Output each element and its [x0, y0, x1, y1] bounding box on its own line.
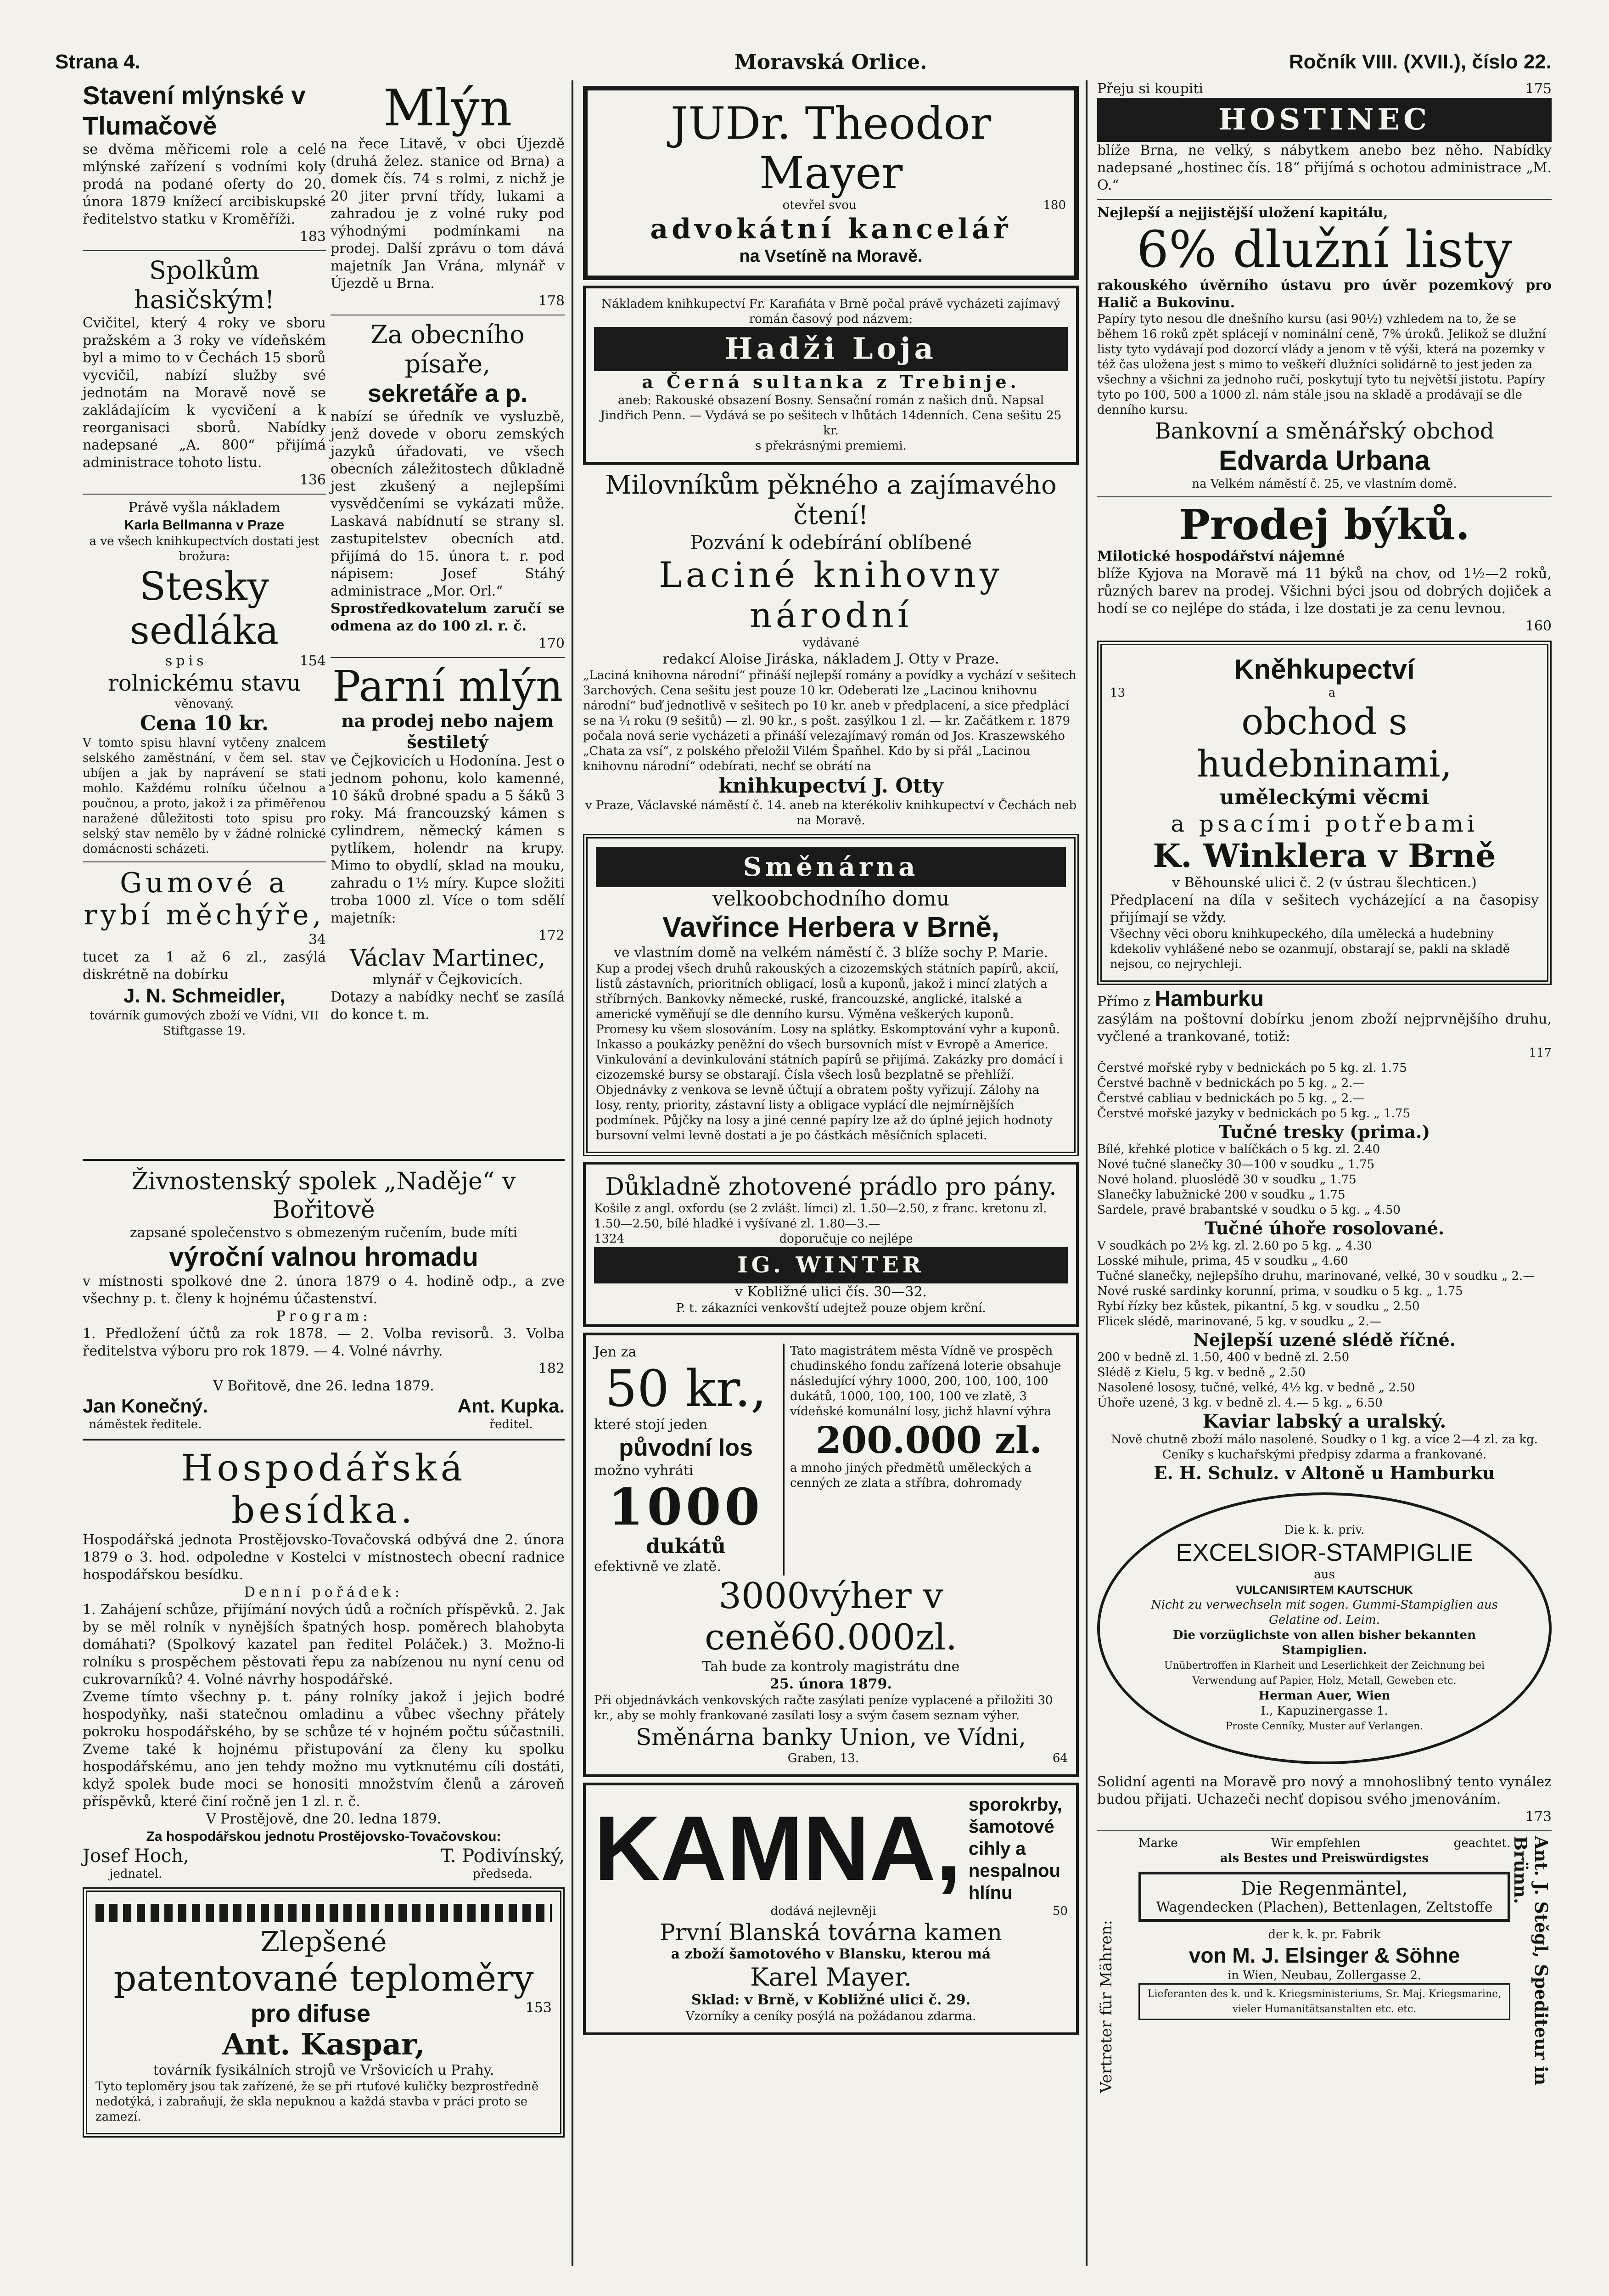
ad-note: Při objednávkách venkovských račte zasýlati peníze vyplacené a přiložiti 30 kr., aby se mohly frankované zasílati losy a svým časem seznam výher. — [594, 1694, 1053, 1722]
ad-tail: P. t. zákazníci venkovští udejtež pouze objem krční. — [676, 1301, 986, 1315]
ad-pre: Přímo z — [1097, 994, 1150, 1010]
ad-tail: Dotazy a nabídky nechť se zasílá do konce t. m. — [331, 989, 565, 1023]
ad-t6: Všechny věci oboru knihkupeckého, díla umělecká a hudebniny kdekoliv vyhlášené nebo se ozanmují, obstarají se, pakli na skladě nejsou, co nejrychleji. — [1110, 927, 1510, 971]
ad-text: se dvěma měřicemi role a celé mlýnské zařízení s vodními koly prodá na podané oferty do 20. února 1879 knížecí arcibiskupské ředitelstvo statku v Kroměříži. — [83, 141, 326, 227]
ad-t1: Nicht zu verwechseln mit sogen. Gummi-Stampiglien aus Gelatine od. Leim. — [1151, 1598, 1498, 1627]
column-right — [1097, 80, 1552, 2093]
notice-place: V Bořitově, dne 26. ledna 1879. — [213, 1378, 434, 1394]
ad-t1: als Bestes und Preiswürdigstes — [1220, 1851, 1429, 1865]
ad-t1: Kněhkupectví — [1234, 654, 1415, 685]
ad-tail: Sprostředkovatelum zaručí se odmena az do 100 zl. r. č. — [331, 601, 565, 634]
ad-title: Důkladně zhotovené prádlo pro pány. — [605, 1173, 1057, 1201]
ad-tail: Vzorníky a ceníky posýlá na požádanou zdarma. — [685, 2009, 976, 2023]
ad-box-2: Wagendecken (Plachen), Bettenlagen, Zeltstoffe — [1156, 1899, 1493, 1915]
ad-number: 172 — [538, 928, 565, 944]
ad-sub: Pozvání k odebírání oblíbené — [690, 531, 972, 554]
ad-number: 154 — [299, 653, 326, 669]
ad-vendor: Karel Mayer. — [750, 1963, 912, 1992]
price-list-item: Slanečky labužnické 200 v soudku „ 1.75 — [1097, 1188, 1346, 1202]
signature-2-role: předseda. — [472, 1867, 533, 1881]
notice-text-2: Zveme tímto všechny p. t. pány rolníky jakož i jejich bodré hospodyňky, naši statečnou omladinu a vůbec všechny přátely pokroku hospodářského, by se schůze té v hojném počtu súčastnili. Zveme také k hojnému přistupování za členy ku spolku hospodářskému, ano jen tehdy možno mu vytknutému cíli dostáti, když spolek bude moci se honositi množstvím členů a zároveň příspěvků, které činí ročně jen 1 zl. r. č. — [83, 1689, 565, 1810]
column-2 — [331, 80, 565, 1024]
ad-text: nabízí se úředník ve vysluzbě, jenž dovede v oboru zemských jazyků úřadovati, ve všech obecních záležitostech důkladně jest zkušený a nejlepšími vysvědčeními se vykázati může. Laskavá nabídnutí se strany sl. zastupitelstev obecních atd. přijímá do 15. února t. r. pod nápisem: Josef Stáhý administrace „Mor. Orl.“ — [331, 409, 565, 599]
price-list-item: Nasolené lososy, tučné, velké, 4½ kg. v bedně „ 2.50 — [1097, 1381, 1415, 1395]
ad-title: Spolkům hasičským! — [134, 256, 275, 314]
ad-title: Stesky sedláka — [129, 564, 279, 653]
notice-title: Hospodářská besídka. — [181, 1446, 466, 1531]
ad-t2: dodává nejlevněji — [770, 1904, 876, 1918]
ad-t2: der k. k. pr. Fabrik — [1268, 1928, 1381, 1941]
ad-title: Parní mlýn — [332, 662, 563, 711]
ad-sub: Milotické hospodářství nájemné — [1097, 548, 1345, 564]
ad-t3: možno vyhráti — [594, 1463, 694, 1479]
ad-text: tucet za 1 až 6 zl., zasýlá diskrétně na dobírku — [83, 949, 326, 983]
notice-text: v místnosti spolkové dne 2. února 1879 o 4. hodině odp., a zve všechny p. t. členy k hojnému účastenství. — [83, 1273, 565, 1307]
ad-side-right: Ant. J. Stěgl, Spediteur in Brünn. — [1510, 1836, 1552, 2086]
ad-t5: efektivně ve zlatě. — [594, 1559, 721, 1575]
ad-store: Sklad: v Brně, v Kobližné ulici č. 29. — [691, 1992, 971, 2008]
ad-big: KAMNA, — [594, 1797, 961, 1900]
ad-text: Košile z angl. oxfordu (se 2 zvlášt. límci) zl. 1.50—2.50, z franc. kretonu zl. 1.50—2.50, bílé hladké i vyšívané zl. 1.80—3.— — [594, 1202, 1047, 1231]
ad-text: Tyto teploměry jsou tak zařízené, že se při rtuťové kuličky bezprostředně nedotýká, i zabraňují, že skla nepuknou a každá stavba v práci proto se zamezí. — [95, 2080, 539, 2124]
ad-t2: obchod s hudebninami, — [1196, 700, 1452, 785]
ad-shop: knihkupectví J. Otty — [718, 774, 943, 798]
ad-number: 180 — [1043, 198, 1066, 212]
ad-tail: Proste Cenníky, Muster auf Verlangen. — [1225, 1721, 1424, 1732]
ad-text: Papíry tyto nesou dle dnešního kursu (asi 90½) vzhledem na to, že se během 16 roků zpět splácejí v nominální ceně, 7% úroků. Jelikož se dlužní listy tyto vydávají pod dozorcí vlády a jenom v tě výši, která na pozemky v též čas uložena jest s mimo to veškeří dlužníci solidárně to jest jeden za všechny a všichni za jednoho ručí, poskytují tyto tu největší jistotu. Papíry tyto po 100, 500 a 1000 zl. nám stále jsou na skladě a prodávají se dle denního kursu. — [1097, 312, 1546, 417]
price-list-item: 200 v bedně zl. 1.50, 400 v bedně zl. 2.50 — [1097, 1351, 1350, 1364]
notice-number: 182 — [538, 1361, 565, 1377]
ad-address: na Velkém náměstí č. 25, ve vlastním domě. — [1192, 477, 1457, 491]
price-list-item: Bílé, křehké plotice v balíčkách o 5 kg. zl. 2.40 — [1097, 1142, 1380, 1156]
ad-t2: Nově chutně zboží málo nasolené. Soudky o 1 kg. a více 2—4 zl. za kg. — [1110, 1433, 1538, 1446]
ad-pre: Die k. k. priv. — [1284, 1523, 1365, 1537]
ad-box-1: Die Regenmäntel, — [1241, 1878, 1408, 1899]
ad-sub: a Černá sultanka z Trebinje. — [642, 371, 1020, 392]
ad-t3: Ceníky s kuchařskými předpisy zdarma a frankované. — [1162, 1448, 1487, 1462]
ad-text: zasýlám na poštovní dobírku jenom zboží nejprvnějšího druhu, vyčlené a trankované, totiž: — [1097, 1011, 1552, 1045]
ad-title: Gumové a rybí měchýře, — [84, 867, 325, 931]
price-list-4 — [1097, 1350, 1552, 1411]
ad-lawyer — [583, 86, 1079, 280]
price-head-2: Tučné tresky (prima.) — [1218, 1121, 1430, 1142]
ad-text: na řece Litavě, v obci Újezdě (druhá želez. stanice od Brna) a domek čís. 74 s rolmi, z nichž je 20 jiter první třídy, lukami a zahradou je z volné ruky pod výhodnými podmínkami na prodej. Další zprávu o tom dává majetník Jan Vrána, mlynář v Újezdě u Brna. — [331, 136, 565, 292]
ad-vendor-2: továrník fysikálních strojů ve Vršovicích u Prahy. — [153, 2062, 494, 2078]
price-list-item: Rybí řízky bez kůstek, pikantní, 5 kg. v soudku „ 2.50 — [1097, 1300, 1420, 1313]
ad-address: Graben, 13. — [787, 1751, 859, 1765]
ad-thermometers — [83, 1887, 565, 2138]
ad-number: 183 — [299, 229, 326, 245]
ad-win: 1000 — [608, 1477, 764, 1536]
ad-t4: dukátů — [645, 1535, 726, 1558]
ad-t1: které stojí jeden — [594, 1417, 707, 1433]
price-list-item: Nové ruské sardinky korunní, prima, v soudku o 5 kg. „ 1.75 — [1097, 1284, 1463, 1298]
ad-t4: a psacími potřebami — [1171, 810, 1478, 837]
ad-aus: aus — [1314, 1568, 1335, 1581]
ad-vendor: J. N. Schmeidler, — [123, 985, 286, 1007]
ad-recommend: doporučuje co nejlépe — [779, 1232, 913, 1246]
ad-sub: velkoobchodního domu — [712, 887, 950, 911]
notice-place: V Prostějově, dne 20. ledna 1879. — [206, 1811, 442, 1827]
ad-address: ve vlastním domě na velkém náměstí č. 3 blíže sochy P. Marie. — [613, 945, 1048, 961]
notice-program-head: Program: — [276, 1308, 371, 1324]
ad-city: Hamburku — [1155, 987, 1264, 1011]
ad-draw: Tah bude za kontroly magistrátu dne — [702, 1659, 960, 1675]
column-1 — [83, 80, 326, 1039]
column-rule — [572, 80, 573, 2266]
ad-title-2: rolnickému stavu — [107, 670, 301, 696]
signature-1: Jan Konečný. — [83, 1395, 208, 1417]
ad-text: Cvičitel, který 4 roky ve sboru pražském a 3 roky ve vídeňském byl a mimo to v Čechách 15 sborů vycvičil, nabízí služby své jednotám na Moravě nově se zakládajícím k vycvičení a k reorganisaci sborů. Nabídky nadepsané „A. 800“ přijímá administrace tohoto listu. — [83, 315, 326, 471]
ad-library — [583, 470, 1079, 828]
price-list-item: Čerstvé cabliau v bednickách po 5 kg. „ 2.— — [1097, 1092, 1365, 1105]
ad-title: Stavení mlýnské v Tlumačově — [83, 81, 306, 140]
masthead-title: Moravská Orlice. — [734, 51, 927, 74]
signature-1-role: jednatel. — [109, 1867, 163, 1881]
ad-bookshop — [1097, 641, 1552, 985]
price-list-item: V soudkách po 2½ kg. zl. 2.60 po 5 kg. „ 4.30 — [1097, 1239, 1372, 1253]
price-list-item: Tučné slanečky, nejlepšího druhu, marinované, velké, 30 v soudku „ 2.— — [1097, 1269, 1535, 1283]
ad-novel — [583, 286, 1079, 465]
ad-t3: První Blanská továrna kamen — [660, 1919, 1002, 1946]
ad-place: na Vsetíně na Moravě. — [739, 247, 923, 266]
column-middle — [583, 80, 1079, 2041]
ad-mill-litava — [331, 80, 565, 310]
ad-title-2: advokátní kancelář — [650, 213, 1012, 245]
ad-rubber — [83, 867, 326, 1039]
ad-t2: Die vorzüglichste von allen bisher bekannten Stampiglien. — [1173, 1628, 1476, 1657]
ad-firm: Bankovní a směnářský obchod — [1155, 418, 1494, 444]
ad-right-2: a mnoho jiných předmětů uměleckých a cenných ze zlata a stříbra, dohromady — [790, 1461, 1032, 1490]
ad-number: 1324 — [594, 1232, 625, 1246]
ad-number: 175 — [1525, 81, 1552, 97]
notice-program: 1. Předložení účtů za rok 1878. — 2. Volba revisorů. 3. Volba ředitelstva výboru pro rok 1879. — 4. Volné návrhy. — [83, 1326, 565, 1359]
ad-publisher: Karla Bellmanna v Praze — [124, 518, 285, 533]
ad-sub: VULCANISIRTEM KAUTSCHUK — [1236, 1583, 1413, 1597]
column-rule — [1086, 80, 1088, 2266]
price-list-item: Nové holand. pluoslédě 30 v soudku „ 1.75 — [1097, 1173, 1357, 1187]
ad-lottery — [583, 1333, 1079, 1777]
ad-number: 50 — [1052, 1904, 1068, 1918]
ad-title: JUDr. Theodor Mayer — [670, 98, 992, 199]
price-list-1 — [1097, 1061, 1552, 1121]
ad-text: ve Čejkovicích u Hodonína. Jest o jednom pohonu, kolo kamenné, 10 šáků drobné spadu a 5 šáků 3 roky. Má francouzský kámen s cylindrem, německý kámen s pytlíkem, holendr na krupy. Mimo to obydlí, sklad na mouku, zahradu o 1½ míry. Kupce složiti troba 1000 zl. Více o tom sdělí majetník: — [331, 753, 565, 926]
signature-2-role: ředitel. — [489, 1418, 533, 1431]
ad-vendor: von M. J. Elsinger & Söhne — [1189, 1943, 1460, 1967]
price-list-item: Čerstvé mořské ryby v bednickách po 5 kg. zl. 1.75 — [1097, 1061, 1407, 1075]
ad-main: 200.000 zl. — [815, 1418, 1043, 1462]
ad-linen — [583, 1162, 1079, 1327]
ad-date: 25. února 1879. — [770, 1676, 892, 1692]
price-list-3 — [1097, 1238, 1552, 1329]
ad-editor: redakcí Aloise Jiráska, nákladem J. Otty v Praze. — [662, 651, 999, 667]
ad-exchange-herber — [583, 834, 1079, 1156]
ad-firemen — [83, 256, 326, 489]
signature-2: T. Podivínský, — [441, 1846, 565, 1867]
ad-edited: vydávané — [802, 636, 859, 650]
ad-address: v Praze, Václavské náměstí č. 14. aneb na kterékoliv knihkupectví v Čechách neb na Moravě. — [585, 799, 1077, 827]
ad-number: 117 — [1529, 1046, 1552, 1060]
ad-title: Směnárna — [596, 847, 1066, 887]
price-head-5: Kaviar labský a uralský. — [1202, 1411, 1446, 1432]
notice-nadeje — [83, 1167, 565, 1432]
ad-wir: Wir empfehlen — [1271, 1836, 1361, 1850]
page-header — [55, 46, 1552, 78]
ad-title: Za obecního písaře, — [370, 320, 525, 378]
ad-number: 170 — [538, 636, 565, 652]
price-list-item: Čerstvé mořské jazyky v bednickách po 5 kg. „ 1.75 — [1097, 1107, 1410, 1120]
ad-hamburg — [1097, 987, 1552, 1483]
ad-number: 34 — [308, 932, 326, 948]
ad-t4: a zboží šamotového v Blansku, kterou má — [671, 1946, 991, 1962]
notice-program: 1. Zahájení schůze, přijímání nových údů a ročních příspěvků. 2. Jak by se měl rolník v nynějších špatných hosp. poměrech blahobyta domáhati? (Spolkový kazatel pan ředitel Poláček.) 3. Možno-li rolníku s prospěchem pěstovati řepu za nabízenou nu nyní cenu od cukrovarníků? 4. Volné návrhy hospodářské. — [83, 1602, 565, 1688]
ad-address: v Běhounské ulici č. 2 (v ústrau šlechticen.) — [1172, 875, 1477, 891]
ad-open: otevřel svou — [782, 198, 857, 212]
ad-number: 136 — [299, 472, 326, 488]
ad-price: Cena 10 kr. — [140, 712, 269, 735]
notice-head: výroční valnou hromadu — [169, 1242, 478, 1272]
ad-t5: Předplacení na díla v sešitech vycházející a na časopisy přijímají se vždy. — [1110, 892, 1539, 926]
ad-number: 160 — [1525, 618, 1552, 634]
ad-sub: spis — [165, 653, 207, 669]
ad-title-2: patentované teploměry — [113, 1958, 534, 1999]
ad-t1: sporokrby, šamotové cihly a nespalnou hlínu — [968, 1795, 1062, 1903]
ad-note: s překrásnými premiemi. — [755, 439, 907, 453]
ad-sub: na prodej nebo najem šestiletý — [341, 710, 554, 752]
issue-info: Ročník VIII. (XVII.), číslo 22. — [1289, 51, 1552, 73]
ad-vendor-2: mlynář v Čejkovicích. — [372, 972, 523, 988]
price-list-item: Nové tučné slanečky 30—100 v soudku „ 1.75 — [1097, 1158, 1375, 1171]
ad-raincoats — [1097, 1836, 1552, 2093]
price-list-item: Losské mihule, prima, 45 v soudku „ 4.60 — [1097, 1254, 1348, 1268]
ad-pre: Právě vyšla nákladem — [128, 500, 280, 516]
ad-vendor: K. Winklera v Brně — [1153, 837, 1496, 875]
price-list-2 — [1097, 1142, 1552, 1218]
ad-title-3: pro difuse — [250, 2000, 370, 2027]
ad-t3: Lieferanten des k. und k. Kriegsministeriums, Sr. Maj. Kriegsmarine, vieler Humanitätsanstalten etc. etc. — [1138, 1983, 1510, 2020]
signature-1: Josef Hoch, — [83, 1846, 189, 1867]
ad-text: blíže Kyjova na Moravě má 11 býků na chov, od 1½—2 roků, různých barev na prodej. Všichni býci jsou od dobrých dojiček a hodí se co nejlépe do stáda, i lze dostati je za cenu levnou. — [1097, 566, 1552, 617]
ad-number: 64 — [1052, 1751, 1068, 1765]
notice-besidka — [83, 1447, 565, 1882]
ad-text: V tomto spisu hlavní vytčeny znalcem selského zaměstnání, v čem sel. stav ubíjen a jak by naprávení se stati mohlo. Každému rolníku účelnou a poučnou, a proto, jakož i za přiměřenou naražené důležitosti toto spisu pro selský stav nemělo by v žádné rolnické domácnosti scházeti. — [83, 736, 326, 856]
left-wide-column — [83, 1153, 565, 2143]
ad-price: 50 kr., — [605, 1359, 767, 1418]
ad-marke: Marke — [1138, 1836, 1178, 1850]
price-list-item: Úhoře uzené, 3 kg. v bedně zl. 4.— 5 kg. „ 6.50 — [1097, 1396, 1383, 1410]
ad-number: 153 — [525, 2000, 552, 2016]
ad-address: I., Kapuzinergasse 1. — [1261, 1704, 1388, 1718]
ad-vendor: Herman Auer, Wien — [1258, 1689, 1390, 1703]
ad-title: Prodej býků. — [1179, 501, 1470, 549]
ad-only: Jen za — [594, 1344, 637, 1360]
ad-number: 178 — [538, 293, 565, 309]
ad-number: 173 — [1525, 1809, 1552, 1825]
price-list-item: Flicek slédě, marinované, 5 kg. v soudku „ 2.— — [1097, 1315, 1381, 1328]
ad-stoves — [583, 1783, 1079, 2035]
signature-1-role: náměstek ředitele. — [89, 1418, 202, 1431]
ad-text: „Laciná knihovna národní“ přináší nejlepší romány a povídky a vychází v sešitech 3archových. Cena sešitu jest pouze 10 kr. Odeberati lze „Lacinou knihovnu národní“ buď jednotlivě v sešitech po 10 kr. aneb v předplacení, a sice předplácí se na ¼ roku (9 sešitů) — zl. 90 kr., s pošt. zasýlkou 1 zl. — kr. Začátkem r. 1879 počala nová serie vycházeti a přináší velezajímavý román od Jos. Kraszewského „Chata za vsí“, z polského přeložil Vilém Špaňhel. Kdo by si přál „Lacinou knihovnu národní“ odebírati, nechť se obrátí na — [583, 669, 1076, 773]
ad-bulls — [1097, 502, 1552, 635]
ad-steam-mill — [331, 663, 565, 1024]
ad-publisher-2: a ve všech knihkupectvích dostati jest brožura: — [89, 535, 320, 563]
signature-2: Ant. Kupka. — [457, 1395, 565, 1417]
price-list-item: Sardele, pravé brabantské v soudku o 5 kg. „ 4.50 — [1097, 1203, 1401, 1217]
ad-title-2: sekretáře a p. — [367, 380, 528, 407]
ad-vendor: Václav Martinec, — [350, 945, 545, 971]
ad-vendor: IG. WINTER — [594, 1247, 1068, 1283]
ad-text: aneb: Rakouské obsazení Bosny. Sensační román z našich dnů. Napsal Jindřich Penn. — Vydává se po sešitech v lhůtách 14denních. Cena sešitu 25 kr. — [600, 394, 1062, 438]
ad-agents-text: Solidní agenti na Moravě pro nový a mnohoslibný tento vynález budou přijati. Uchazeči nechť dopisou svého jmenováním. — [1097, 1774, 1552, 1807]
ad-big: 3000výher v ceně60.000zl. — [705, 1576, 957, 1658]
price-list-item: Čerstvé bachně v bednickách po 5 kg. „ 2.— — [1097, 1076, 1365, 1090]
notice-program-head: Denní pořádek: — [244, 1584, 404, 1600]
ad-stamp-oval — [1097, 1492, 1552, 1764]
ad-number: 13 — [1110, 686, 1126, 700]
page-number: Strana 4. — [55, 51, 140, 73]
ad-sub: rakouského úvěrního ústavu pro úvěr pozemkový pro Halič a Bukovinu. — [1097, 277, 1552, 311]
ad-inn — [1097, 80, 1552, 194]
ad-title: Zlepšené — [260, 1926, 387, 1958]
ad-title: Hadži Loja — [594, 327, 1068, 371]
ad-dedication: věnovaný. — [174, 697, 234, 711]
ad-t3: Unübertroffen in Klarheit und Leserlichkeit der Zeichnung bei Verwendung auf Papier, Holz, Metall, Geweben etc. — [1164, 1660, 1485, 1687]
ad-geachtet: geachtet. — [1453, 1836, 1510, 1850]
ad-brochure — [83, 499, 326, 857]
ad-address: in Wien, Neubau, Zollergasse 2. — [1227, 1969, 1422, 1982]
ad-title: EXCELSIOR-STAMPIGLIE — [1176, 1539, 1473, 1566]
ad-and: a — [1328, 686, 1336, 700]
price-head-3: Tučné úhoře rosolované. — [1204, 1218, 1445, 1238]
ad-firm: E. H. Schulz. v Altoně u Hamburku — [1154, 1463, 1495, 1483]
notice-sub: zapsané společenstvo s obmezeným ručením, bude míti — [129, 1225, 518, 1241]
ad-right: Tato magistrátem města Vídně ve prospěch chudinského fondu zařízená loterie obsahuje následující výhry 1000, 200, 100, 100, 100 dukátů, 1000, 100, 100, 100 ve zlatě, 3 vídeňské komunální losy, jichž hlavní výhra — [790, 1344, 1061, 1418]
ad-big: 6% dlužní listy — [1136, 220, 1513, 279]
ad-side-left: Vertreter für Mähren: — [1097, 1920, 1116, 2093]
ad-clerk — [331, 320, 565, 653]
ad-pre: Přeju si koupiti — [1097, 81, 1203, 97]
ad-address: v Kobližné ulici čís. 30—32. — [734, 1284, 927, 1300]
ad-vendor: Edvarda Urbana — [1218, 445, 1430, 476]
ad-address: továrník gumových zboží ve Vídni, VII Stiftgasse 19. — [90, 1009, 319, 1038]
ad-t3: uměleckými věcmi — [1219, 786, 1430, 809]
ad-vendor: Vavřince Herbera v Brně, — [662, 912, 1000, 943]
ad-firm: Směnárna banky Union, ve Vídni, — [636, 1724, 1026, 1750]
price-head-4: Nejlepší uzené slédě říčné. — [1193, 1329, 1456, 1350]
ad-vendor: Ant. Kaspar, — [222, 2027, 425, 2062]
ad-head: Nejlepší a nejjistější uložení kapitálu, — [1097, 205, 1388, 221]
ad-head: Milovníkům pěkného a zajímavého čtení! — [605, 470, 1057, 530]
ad-title: Laciné knihovny národní — [659, 554, 1003, 636]
ad-pre: Nákladem knihkupectví Fr. Karafiáta v Brně počal právě vycházeti zajímavý román časový pod názvem: — [601, 297, 1060, 326]
ad-text: Kup a prodej všech druhů rakouských a cizozemských státních papírů, akcií, listů zástavních, prioritních obligací, losů a kuponů, jakož i mincí zlatých a stříbrných. Bankovky německé, ruské, francouzské, anglické, italské a americké vyměňují se dle denního kursu. Výměna veškerých kuponů. Promesy ku všem slosováním. Losy na splátky. Eskomptování vyhr a kuponů. Inkasso a poukázky peněžní do všech bursovních míst v Evropě a Americe. Vinkulování a devinkulování státních papírů se přijímá. Zakázky pro domácí i cizozemské bursy se obstarají. Čísla všech losů bezplatně se přehlíží. Objednávky z venkova se levně účtují a obratem pošty vyřizují. Zálohy na losy, renty, priority, zástavní listy a obligace vyplácí dle nejmírnějších podmínek. Půjčky na losy a jiné cenné papíry lze až do úplné jejich hodnoty bursovní velmi levně dostati a je po částkách měsíčních splaceti. — [596, 962, 1063, 1142]
notice-text: Hospodářská jednota Prostějovsko-Tovačovská odbývá dne 2. února 1879 o 3. hod. odpoledne v Kostelci v místnostech obecní radnice hospodářskou besídku. — [83, 1532, 565, 1583]
notice-title: Živnostenský spolek „Naděje“ v Bořitově — [131, 1168, 516, 1224]
notice-for: Za hospodářskou jednotu Prostějovsko-Tovačovskou: — [146, 1829, 501, 1844]
ad-title: Mlýn — [383, 79, 512, 137]
ad-mill-tlumacov — [83, 80, 326, 246]
price-list-item: Slédě z Kielu, 5 kg. v bedně „ 2.50 — [1097, 1366, 1306, 1379]
ad-bonds — [1097, 204, 1552, 492]
ad-t2: původní los — [619, 1435, 753, 1461]
ad-text: blíže Brna, ne velký, s nábytkem anebo bez něho. Nabídky nadepsané „hostinec čís. 18“ přijímá s ochotou administrace „M. O.“ — [1097, 142, 1552, 193]
ad-title: HOSTINEC — [1097, 98, 1552, 142]
